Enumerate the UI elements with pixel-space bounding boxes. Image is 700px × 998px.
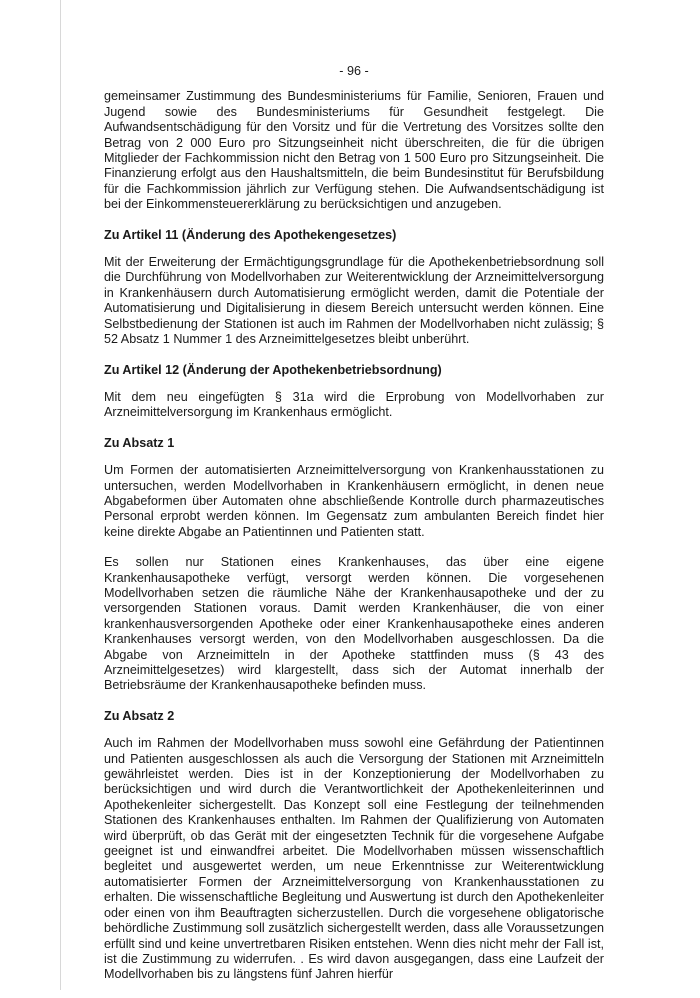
paragraph: Um Formen der automatisierten Arzneimittelversorgung von Krankenhausstationen zu untersuchen, werden Modellvorhaben in Krankenhäusern ermöglicht, in denen neue Abgabeformen über Automaten ohne abschließende Kontrolle durch pharmazeutisches Personal erprobt werden können. Im Gegensatz zum ambulanten Bereich findet hier keine direkte Abgabe an Patientinnen und Patienten statt. bbox=[104, 463, 604, 539]
page-margin-rule bbox=[60, 0, 61, 990]
section-heading: Zu Artikel 12 (Änderung der Apothekenbetriebsordnung) bbox=[104, 362, 442, 377]
paragraph: Auch im Rahmen der Modellvorhaben muss sowohl eine Gefährdung der Patientinnen und Patienten ausgeschlossen als auch die Versorgung der Stationen mit Arzneimitteln gewährleistet werden. Dies ist in der Konzeptionierung der Modellvorhaben zu berücksichtigen und wird durch die Verantwortlichkeit der Apothekenleiterinnen und Apothekenleiter sichergestellt. Das Konzept soll eine Festlegung der teilnehmenden Stationen des Krankenhauses enthalten. Im Rahmen der Qualifizierung von Automaten wird überprüft, ob das Gerät mit der eingesetzten Technik für die vorgesehene Aufgabe geeignet ist und einwandfrei arbeitet. Die Modellvorhaben müssen wissenschaftlich begleitet und ausgewertet werden, um neue Erkenntnisse zur Weiterentwicklung automatisierter Formen der Arzneimittelversorgung von Krankenhausstationen zu erhalten. Die wissenschaftliche Begleitung und Auswertung ist durch den Apothekenleiter oder einen von ihm Beauftragten sicherzustellen. Durch die vorgesehene obligatorische behördliche Zustimmung soll zusätzlich sichergestellt werden, dass alle Voraussetzungen erfüllt sind und keine unvertretbaren Risiken entstehen. Wenn dies nicht mehr der Fall ist, ist die Zustimmung zu widerrufen. . Es wird davon ausgegangen, dass eine Laufzeit der Modellvorhaben bis zu längstens fünf Jahren hierfür bbox=[104, 736, 604, 982]
paragraph: gemeinsamer Zustimmung des Bundesministeriums für Familie, Senioren, Frauen und Jugend sowie des Bundesministeriums für Gesundheit festgelegt. Die Aufwandsentschädigung für den Vorsitz und für die Vertretung des Vorsitzes sollte den Betrag von 2 000 Euro pro Sitzungseinheit nicht überschreiten, die für die übrigen Mitglieder der Fachkommission nicht den Betrag von 1 500 Euro pro Sitzungseinheit. Die Finanzierung erfolgt aus den Haushaltsmitteln, die beim Bundesinstitut für Berufsbildung für die Fachkommission jährlich zur Verfügung stehen. Die Aufwandsentschädigung ist bei der Einkommensteuererklärung zu berücksichtigen und anzugeben. bbox=[104, 89, 604, 212]
section-heading: Zu Absatz 1 bbox=[104, 435, 175, 450]
paragraph: Mit der Erweiterung der Ermächtigungsgrundlage für die Apothekenbetriebsordnung soll die Durchführung von Modellvorhaben zur Weiterentwicklung der Arzneimittelversorgung in Krankenhäusern durch Automatisierung ermöglicht werden, damit die Potentiale der Automatisierung und Digitalisierung in diesem Bereich untersucht werden können. Eine Selbstbedienung der Stationen ist auch im Rahmen der Modellvorhaben nicht zulässig; § 52 Absatz 1 Nummer 1 des Arzneimittelgesetzes bleibt unberührt. bbox=[104, 255, 604, 347]
section-heading: Zu Absatz 2 bbox=[104, 708, 175, 723]
page-number: - 96 - bbox=[339, 64, 369, 78]
paragraph: Mit dem neu eingefügten § 31a wird die Erprobung von Modellvorhaben zur Arzneimittelversorgung im Krankenhaus ermöglicht. bbox=[104, 389, 604, 420]
section-heading: Zu Artikel 11 (Änderung des Apothekengesetzes) bbox=[104, 227, 397, 242]
paragraph: Es sollen nur Stationen eines Krankenhauses, das über eine eigene Krankenhausapotheke verfügt, versorgt werden können. Die vorgesehenen Modellvorhaben setzen die räumliche Nähe der Krankenhausapotheke und der zu versorgenden Stationen voraus. Damit werden Krankenhäuser, die von einer krankenhausversorgenden Apotheke oder einer Krankenhausapotheke eines anderen Krankenhauses versorgt werden, von den Modellvorhaben ausgeschlossen. Da die Abgabe von Arzneimitteln in der Apotheke stattfinden muss (§ 43 des Arzneimittelgesetzes) wird klargestellt, dass sich der Automat innerhalb der Betriebsräume der Krankenhausapotheke befinden muss. bbox=[104, 555, 604, 693]
document-page bbox=[104, 64, 604, 998]
